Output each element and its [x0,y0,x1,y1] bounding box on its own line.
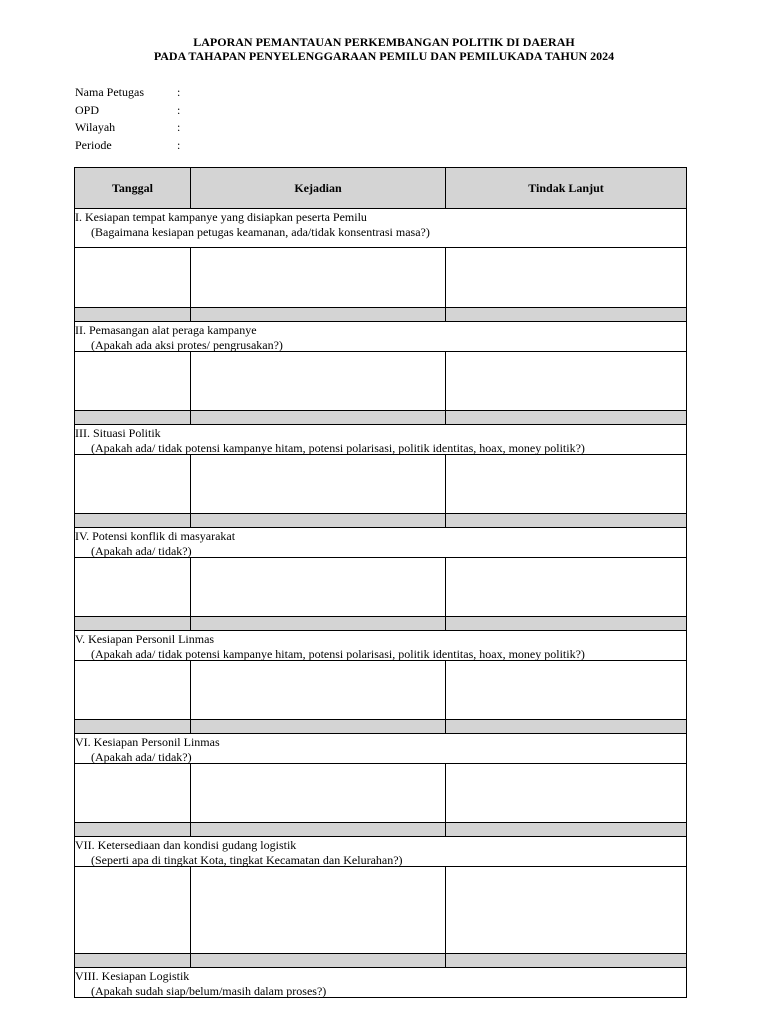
separator-cell [191,617,446,630]
info-colon: : [177,102,181,117]
separator-cell [75,954,191,967]
title-line-1: LAPORAN PEMANTAUAN PERKEMBANGAN POLITIK DI DAERAH [193,35,575,49]
section-header [75,734,686,764]
info-colon: : [177,137,181,152]
section-header [75,837,686,867]
separator-cell [75,308,191,321]
kejadian-cell[interactable] [191,352,446,410]
tindak-lanjut-cell[interactable] [446,455,686,513]
section-header [75,425,686,455]
tindak-lanjut-cell[interactable] [446,867,686,953]
separator-cell [75,411,191,424]
section-title: VII. Ketersediaan dan kondisi gudang logistik [75,838,297,852]
separator-cell [191,514,446,527]
tanggal-cell[interactable] [75,867,191,953]
kejadian-cell[interactable] [191,661,446,719]
kejadian-cell[interactable] [191,867,446,953]
section-question: (Seperti apa di tingkat Kota, tingkat Kecamatan dan Kelurahan?) [91,853,403,867]
separator-row [75,308,686,322]
separator-cell [75,617,191,630]
section-question: (Apakah ada/ tidak potensi kampanye hitam, potensi polarisasi, politik identitas, hoax, money politik?) [91,441,585,455]
section-title: IV. Potensi konflik di masyarakat [75,529,236,543]
separator-cell [75,720,191,733]
title-line-2: PADA TAHAPAN PENYELENGGARAAN PEMILU DAN PEMILUKADA TAHUN 2024 [153,49,615,63]
tanggal-cell[interactable] [75,455,191,513]
officer-info [75,84,180,154]
separator-cell [191,954,446,967]
section-question: (Bagaimana kesiapan petugas keamanan, ada/tidak konsentrasi masa?) [91,225,430,239]
separator-row [75,823,686,837]
info-label: Nama Petugas [75,85,144,99]
kejadian-cell[interactable] [191,558,446,616]
separator-row [75,954,686,968]
separator-cell [75,823,191,836]
separator-row [75,411,686,425]
info-colon: : [177,85,181,99]
separator-row [75,617,686,631]
section-title: II. Pemasangan alat peraga kampanye [75,323,257,337]
entry-row [75,352,686,411]
section-question: (Apakah ada/ tidak?) [91,544,192,558]
info-label: Periode [75,137,112,152]
kejadian-cell[interactable] [191,248,446,307]
tanggal-cell[interactable] [75,248,191,307]
separator-row [75,514,686,528]
document-title [0,35,768,63]
section-question: (Apakah ada/ tidak?) [91,750,192,764]
separator-cell [446,411,686,424]
tindak-lanjut-cell[interactable] [446,764,686,822]
separator-cell [191,720,446,733]
tindak-lanjut-cell[interactable] [446,558,686,616]
info-row-periode [75,137,180,155]
separator-row [75,720,686,734]
separator-cell [446,823,686,836]
section-title: III. Situasi Politik [75,426,161,440]
tanggal-cell[interactable] [75,764,191,822]
section-title: VIII. Kesiapan Logistik [75,969,190,983]
section-header [75,631,686,661]
info-label: OPD [75,102,100,117]
kejadian-cell[interactable] [191,764,446,822]
separator-cell [446,954,686,967]
separator-cell [75,514,191,527]
section-header [75,322,686,352]
tanggal-cell[interactable] [75,352,191,410]
section-header [75,968,686,997]
section-header [75,209,686,248]
kejadian-cell[interactable] [191,455,446,513]
section-question: (Apakah ada/ tidak potensi kampanye hitam, potensi polarisasi, politik identitas, hoax, money politik?) [91,647,585,661]
section-header [75,528,686,558]
entry-row [75,455,686,514]
header-kejadian: Kejadian [191,168,446,208]
entry-row [75,248,686,308]
tindak-lanjut-cell[interactable] [446,352,686,410]
section-question: (Apakah sudah siap/belum/masih dalam proses?) [91,984,327,998]
section-title: I. Kesiapan tempat kampanye yang disiapkan peserta Pemilu [75,210,367,224]
info-row-opd [75,102,180,120]
separator-cell [191,823,446,836]
entry-row [75,764,686,823]
info-colon: : [177,120,181,134]
separator-cell [446,514,686,527]
entry-row [75,661,686,720]
separator-cell [446,720,686,733]
section-title: V. Kesiapan Personil Linmas [75,632,215,646]
tindak-lanjut-cell[interactable] [446,661,686,719]
tanggal-cell[interactable] [75,661,191,719]
header-tanggal: Tanggal [75,168,191,208]
tindak-lanjut-cell[interactable] [446,248,686,307]
tanggal-cell[interactable] [75,558,191,616]
separator-cell [191,308,446,321]
entry-row [75,558,686,617]
header-tindak-lanjut: Tindak Lanjut [528,180,604,195]
separator-cell [446,308,686,321]
section-question: (Apakah ada aksi protes/ pengrusakan?) [91,338,283,352]
separator-cell [446,617,686,630]
info-label: Wilayah [75,120,116,134]
entry-row [75,867,686,954]
section-title: VI. Kesiapan Personil Linmas [75,735,220,749]
info-row-nama-petugas [75,84,180,102]
separator-cell [191,411,446,424]
monitoring-table [74,167,687,998]
table-header [75,168,686,209]
info-row-wilayah [75,119,180,137]
